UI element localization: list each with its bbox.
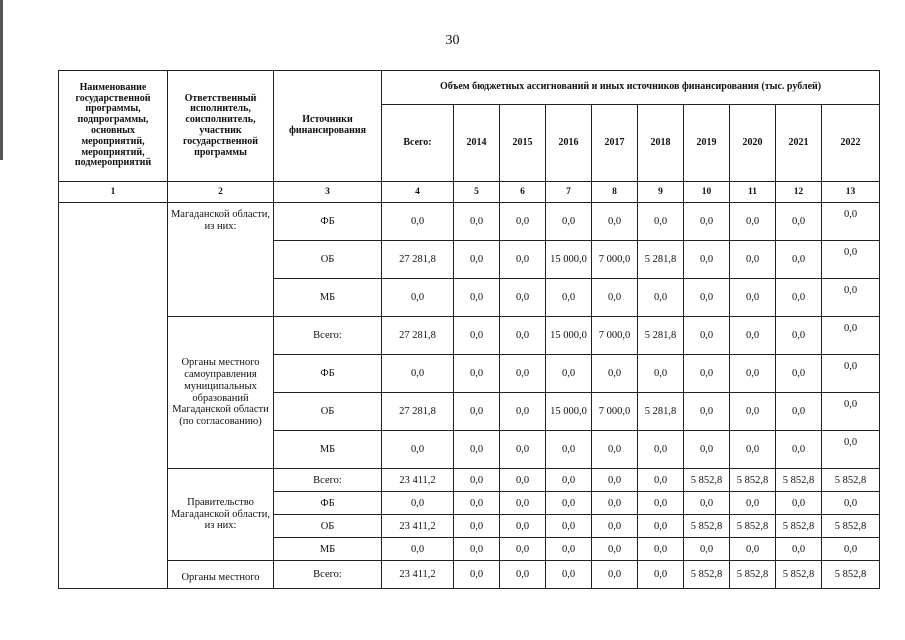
total-cell: 0,0 [382, 279, 454, 317]
year-value-cell: 0,0 [684, 538, 730, 561]
year-value-cell: 0,0 [730, 492, 776, 515]
header-responsible: Ответственный исполнитель, соисполнитель, участник государственной программы [168, 71, 274, 182]
year-value-cell: 5 281,8 [638, 393, 684, 431]
year-value-cell: 5 852,8 [730, 515, 776, 538]
year-value-cell: 7 000,0 [592, 241, 638, 279]
year-value-cell: 0,0 [500, 431, 546, 469]
column-number: 4 [382, 182, 454, 203]
year-value-cell: 15 000,0 [546, 241, 592, 279]
year-value-cell: 5 852,8 [776, 469, 822, 492]
year-value-cell: 0,0 [822, 317, 880, 355]
header-sources: Источники финансирования [274, 71, 382, 182]
year-value-cell: 0,0 [500, 279, 546, 317]
year-value-cell: 0,0 [454, 538, 500, 561]
column-number: 10 [684, 182, 730, 203]
year-value-cell: 0,0 [592, 538, 638, 561]
column-number: 2 [168, 182, 274, 203]
year-value-cell: 0,0 [454, 241, 500, 279]
year-value-cell: 5 852,8 [684, 515, 730, 538]
year-value-cell: 0,0 [546, 492, 592, 515]
year-value-cell: 0,0 [776, 355, 822, 393]
year-value-cell: 5 281,8 [638, 317, 684, 355]
year-value-cell: 15 000,0 [546, 317, 592, 355]
year-value-cell: 0,0 [500, 538, 546, 561]
funding-source-cell: Всего: [274, 469, 382, 492]
header-program-name: Наименование государственной программы, подпрограммы, основных мероприятий, мероприятий, подмероприятий [59, 71, 168, 182]
funding-source-cell: ФБ [274, 492, 382, 515]
column-number: 6 [500, 182, 546, 203]
year-value-cell: 0,0 [546, 515, 592, 538]
year-value-cell: 0,0 [546, 431, 592, 469]
funding-source-cell: МБ [274, 538, 382, 561]
year-value-cell: 0,0 [454, 515, 500, 538]
table-row [59, 203, 880, 241]
year-value-cell: 0,0 [500, 241, 546, 279]
total-cell: 0,0 [382, 431, 454, 469]
total-cell: 27 281,8 [382, 317, 454, 355]
year-value-cell: 0,0 [638, 203, 684, 241]
year-value-cell: 0,0 [546, 469, 592, 492]
year-value-cell: 0,0 [638, 538, 684, 561]
funding-source-cell: Всего: [274, 561, 382, 589]
year-value-cell: 0,0 [500, 203, 546, 241]
year-value-cell: 0,0 [454, 431, 500, 469]
scan-edge-mark [0, 0, 3, 160]
year-value-cell: 0,0 [454, 492, 500, 515]
year-value-cell: 5 281,8 [638, 241, 684, 279]
year-value-cell: 7 000,0 [592, 317, 638, 355]
year-value-cell: 0,0 [684, 241, 730, 279]
total-cell: 0,0 [382, 355, 454, 393]
year-value-cell: 0,0 [730, 241, 776, 279]
table-row [59, 317, 880, 355]
column-number-row [59, 182, 880, 203]
total-cell: 27 281,8 [382, 393, 454, 431]
total-cell: 23 411,2 [382, 561, 454, 589]
year-value-cell: 0,0 [592, 279, 638, 317]
year-value-cell: 5 852,8 [822, 515, 880, 538]
total-cell: 27 281,8 [382, 241, 454, 279]
year-value-cell: 0,0 [776, 492, 822, 515]
funding-source-cell: ФБ [274, 355, 382, 393]
year-value-cell: 0,0 [822, 241, 880, 279]
table-row [59, 561, 880, 589]
header-year: 2020 [730, 105, 776, 182]
column-number: 13 [822, 182, 880, 203]
year-value-cell: 0,0 [684, 393, 730, 431]
funding-source-cell: Всего: [274, 317, 382, 355]
funding-source-cell: ОБ [274, 241, 382, 279]
total-cell: 0,0 [382, 538, 454, 561]
year-value-cell: 0,0 [684, 492, 730, 515]
year-value-cell: 0,0 [500, 355, 546, 393]
year-value-cell: 0,0 [638, 431, 684, 469]
year-value-cell: 15 000,0 [546, 393, 592, 431]
year-value-cell: 0,0 [592, 469, 638, 492]
year-value-cell: 0,0 [730, 279, 776, 317]
year-value-cell: 0,0 [454, 561, 500, 589]
year-value-cell: 0,0 [546, 538, 592, 561]
year-value-cell: 0,0 [730, 317, 776, 355]
total-cell: 23 411,2 [382, 469, 454, 492]
year-value-cell: 0,0 [684, 355, 730, 393]
year-value-cell: 0,0 [776, 431, 822, 469]
year-value-cell: 0,0 [638, 515, 684, 538]
year-value-cell: 5 852,8 [730, 469, 776, 492]
year-value-cell: 0,0 [684, 431, 730, 469]
header-year: 2015 [500, 105, 546, 182]
year-value-cell: 0,0 [500, 515, 546, 538]
column-number: 7 [546, 182, 592, 203]
year-value-cell: 0,0 [454, 469, 500, 492]
year-value-cell: 0,0 [730, 393, 776, 431]
year-value-cell: 5 852,8 [730, 561, 776, 589]
header-year: 2014 [454, 105, 500, 182]
year-value-cell: 0,0 [638, 561, 684, 589]
header-total: Всего: [382, 105, 454, 182]
responsible-cell: Органы местного [168, 561, 274, 589]
year-value-cell: 0,0 [822, 538, 880, 561]
funding-source-cell: ОБ [274, 515, 382, 538]
year-value-cell: 5 852,8 [776, 561, 822, 589]
year-value-cell: 0,0 [638, 492, 684, 515]
year-value-cell: 0,0 [822, 203, 880, 241]
year-value-cell: 0,0 [500, 393, 546, 431]
header-year: 2018 [638, 105, 684, 182]
header-budget-title: Объем бюджетных ассигнований и иных источников финансирования (тыс. рублей) [382, 71, 880, 105]
year-value-cell: 0,0 [776, 317, 822, 355]
header-year: 2017 [592, 105, 638, 182]
year-value-cell: 0,0 [638, 355, 684, 393]
year-value-cell: 0,0 [822, 393, 880, 431]
year-value-cell: 0,0 [454, 279, 500, 317]
budget-table [58, 70, 880, 589]
responsible-cell: Органы местного самоуправления муниципальных образований Магаданской области (по согласованию) [168, 317, 274, 469]
year-value-cell: 0,0 [684, 317, 730, 355]
table-row [59, 469, 880, 492]
responsible-cell: Магаданской области, из них: [168, 203, 274, 317]
year-value-cell: 0,0 [730, 538, 776, 561]
year-value-cell: 7 000,0 [592, 393, 638, 431]
year-value-cell: 0,0 [638, 469, 684, 492]
year-value-cell: 0,0 [684, 279, 730, 317]
year-value-cell: 5 852,8 [822, 561, 880, 589]
year-value-cell: 0,0 [730, 203, 776, 241]
year-value-cell: 0,0 [454, 393, 500, 431]
year-value-cell: 0,0 [454, 355, 500, 393]
year-value-cell: 0,0 [592, 431, 638, 469]
table-body [59, 203, 880, 589]
year-value-cell: 0,0 [730, 431, 776, 469]
column-number: 1 [59, 182, 168, 203]
header-year: 2016 [546, 105, 592, 182]
page-number: 30 [445, 33, 460, 48]
column-number: 12 [776, 182, 822, 203]
column-number: 8 [592, 182, 638, 203]
total-cell: 0,0 [382, 492, 454, 515]
year-value-cell: 5 852,8 [684, 561, 730, 589]
year-value-cell: 0,0 [776, 279, 822, 317]
column-number: 3 [274, 182, 382, 203]
funding-source-cell: МБ [274, 279, 382, 317]
funding-source-cell: ФБ [274, 203, 382, 241]
year-value-cell: 0,0 [776, 241, 822, 279]
year-value-cell: 0,0 [546, 561, 592, 589]
year-value-cell: 0,0 [500, 492, 546, 515]
year-value-cell: 0,0 [638, 279, 684, 317]
year-value-cell: 0,0 [454, 203, 500, 241]
year-value-cell: 0,0 [454, 317, 500, 355]
year-value-cell: 0,0 [592, 561, 638, 589]
year-value-cell: 0,0 [822, 279, 880, 317]
column-number: 9 [638, 182, 684, 203]
year-value-cell: 0,0 [776, 393, 822, 431]
year-value-cell: 0,0 [546, 203, 592, 241]
year-value-cell: 0,0 [500, 317, 546, 355]
header-year: 2019 [684, 105, 730, 182]
year-value-cell: 0,0 [546, 279, 592, 317]
year-value-cell: 5 852,8 [776, 515, 822, 538]
funding-source-cell: МБ [274, 431, 382, 469]
responsible-cell: Правительство Магаданской области, из них: [168, 469, 274, 561]
year-value-cell: 5 852,8 [684, 469, 730, 492]
year-value-cell: 0,0 [592, 203, 638, 241]
year-value-cell: 0,0 [500, 469, 546, 492]
year-value-cell: 0,0 [822, 431, 880, 469]
year-value-cell: 0,0 [500, 561, 546, 589]
column-number: 5 [454, 182, 500, 203]
column-number: 11 [730, 182, 776, 203]
year-value-cell: 0,0 [776, 203, 822, 241]
year-value-cell: 0,0 [592, 492, 638, 515]
year-value-cell: 0,0 [822, 355, 880, 393]
funding-source-cell: ОБ [274, 393, 382, 431]
year-value-cell: 0,0 [592, 515, 638, 538]
year-value-cell: 0,0 [592, 355, 638, 393]
program-name-cell [59, 203, 168, 589]
year-value-cell: 0,0 [684, 203, 730, 241]
year-value-cell: 5 852,8 [822, 469, 880, 492]
year-value-cell: 0,0 [546, 355, 592, 393]
total-cell: 0,0 [382, 203, 454, 241]
year-value-cell: 0,0 [730, 355, 776, 393]
total-cell: 23 411,2 [382, 515, 454, 538]
year-value-cell: 0,0 [822, 492, 880, 515]
year-value-cell: 0,0 [776, 538, 822, 561]
header-year: 2021 [776, 105, 822, 182]
header-year: 2022 [822, 105, 880, 182]
